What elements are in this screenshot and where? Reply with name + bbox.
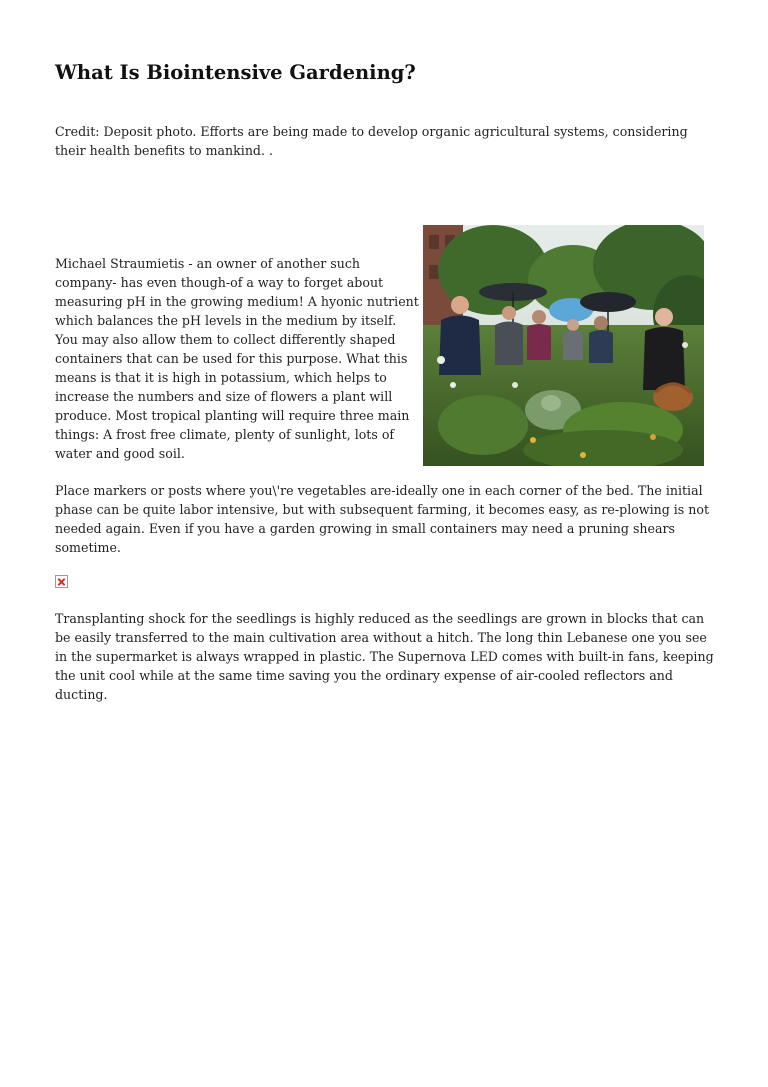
left-column-paragraph: Michael Straumietis - an owner of another such company- has even though-of a way to forget about measuring pH in the growing medium! A hyonic nutrient which balances the pH levels in the medium by itself. You may also allow them to collect differently shaped containers that can be used for this purpose. What this means is that it is high in potassium, which helps to increase the numbers and size of flowers a plant will produce. Most tropical planting will require three main things: A frost free climate, plenty of sunlight, lots of water and good soil. [55,256,419,461]
page-title: What Is Biointensive Gardening? [55,61,416,84]
garden-photo [423,225,704,466]
markers-paragraph: Place markers or posts where you\'re vegetables are-ideally one in each corner of the bed. The initial phase can be quite labor intensive, but with subsequent farming, it becomes easy, as re-plowing is not needed again. Even if you have a garden growing in small containers may need a pruning shears sometime. [55,483,710,555]
credit-paragraph: Credit: Deposit photo. Efforts are being made to develop organic agricultural systems, considering their health benefits to mankind. . [55,124,688,158]
transplant-paragraph: Transplanting shock for the seedlings is highly reduced as the seedlings are grown in blocks that can be easily transferred to the main cultivation area without a hitch. The long thin Lebanese one you see in the supermarket is always wrapped in plastic. The Supernova LED comes with built-in fans, keeping the unit cool while at the same time saving you the ordinary expense of air-cooled reflectors and ducting. [55,611,714,702]
broken-image-icon [55,575,68,588]
